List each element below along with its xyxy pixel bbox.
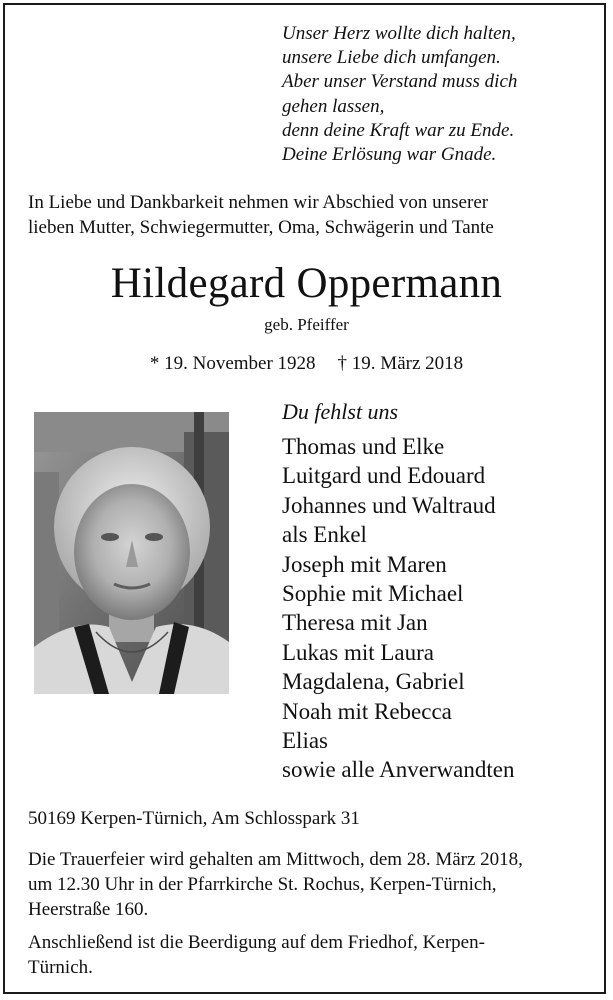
- mourner-line: Luitgard und Edouard: [282, 463, 486, 489]
- mourners-list: [282, 432, 592, 785]
- life-dates: [0, 352, 613, 376]
- intro-text: [28, 190, 588, 240]
- service-line: um 12.30 Uhr in der Pfarrkirche St. Rochus, Kerpen-Türnich,: [28, 874, 497, 895]
- mourner-line: Magdalena, Gabriel: [282, 669, 465, 695]
- mourner-line: als Enkel: [282, 522, 367, 548]
- deceased-name: Hildegard Oppermann: [110, 260, 503, 307]
- service-details: [28, 847, 585, 980]
- intro-line: In Liebe und Dankbarkeit nehmen wir Abschied von unserer: [28, 192, 489, 213]
- burial-line: Anschließend ist die Beerdigung auf dem Friedhof, Kerpen-: [28, 932, 485, 953]
- birth-date: * 19. November 1928: [149, 353, 316, 374]
- service-line: Die Trauerfeier wird gehalten am Mittwoch, dem 28. März 2018,: [28, 849, 523, 870]
- poem-line: gehen lassen,: [282, 95, 385, 117]
- mourner-line: Thomas und Elke: [282, 434, 445, 459]
- mourner-line: Elias: [282, 728, 328, 754]
- poem-line: Unser Herz wollte dich halten,: [282, 23, 516, 44]
- death-date: † 19. März 2018: [337, 353, 464, 374]
- poem: [282, 22, 592, 167]
- mourners-heading: Du fehlst uns: [282, 399, 399, 424]
- intro-line: lieben Mutter, Schwiegermutter, Oma, Schwägerin und Tante: [28, 217, 494, 238]
- mourner-line: Johannes und Waltraud: [282, 492, 496, 518]
- poem-line: denn deine Kraft war zu Ende.: [282, 119, 515, 141]
- mourner-line: Lukas mit Laura: [282, 639, 435, 665]
- mourner-line: Joseph mit Maren: [282, 551, 447, 577]
- portrait-photo: [34, 412, 229, 694]
- poem-line: Deine Erlösung war Gnade.: [282, 144, 497, 166]
- mourner-line: Sophie mit Michael: [282, 581, 464, 607]
- poem-line: unsere Liebe dich umfangen.: [282, 47, 501, 69]
- family-address: 50169 Kerpen-Türnich, Am Schlosspark 31: [28, 808, 360, 829]
- burial-line: Türnich.: [28, 957, 93, 978]
- mourner-line: sowie alle Anverwandten: [282, 757, 515, 783]
- poem-line: Aber unser Verstand muss dich: [282, 71, 518, 93]
- mourner-line: Theresa mit Jan: [282, 610, 428, 636]
- service-line: Heerstraße 160.: [28, 899, 149, 920]
- mourner-line: Noah mit Rebecca: [282, 698, 452, 724]
- paragraph-spacer: [28, 922, 585, 930]
- maiden-name: geb. Pfeiffer: [264, 315, 349, 334]
